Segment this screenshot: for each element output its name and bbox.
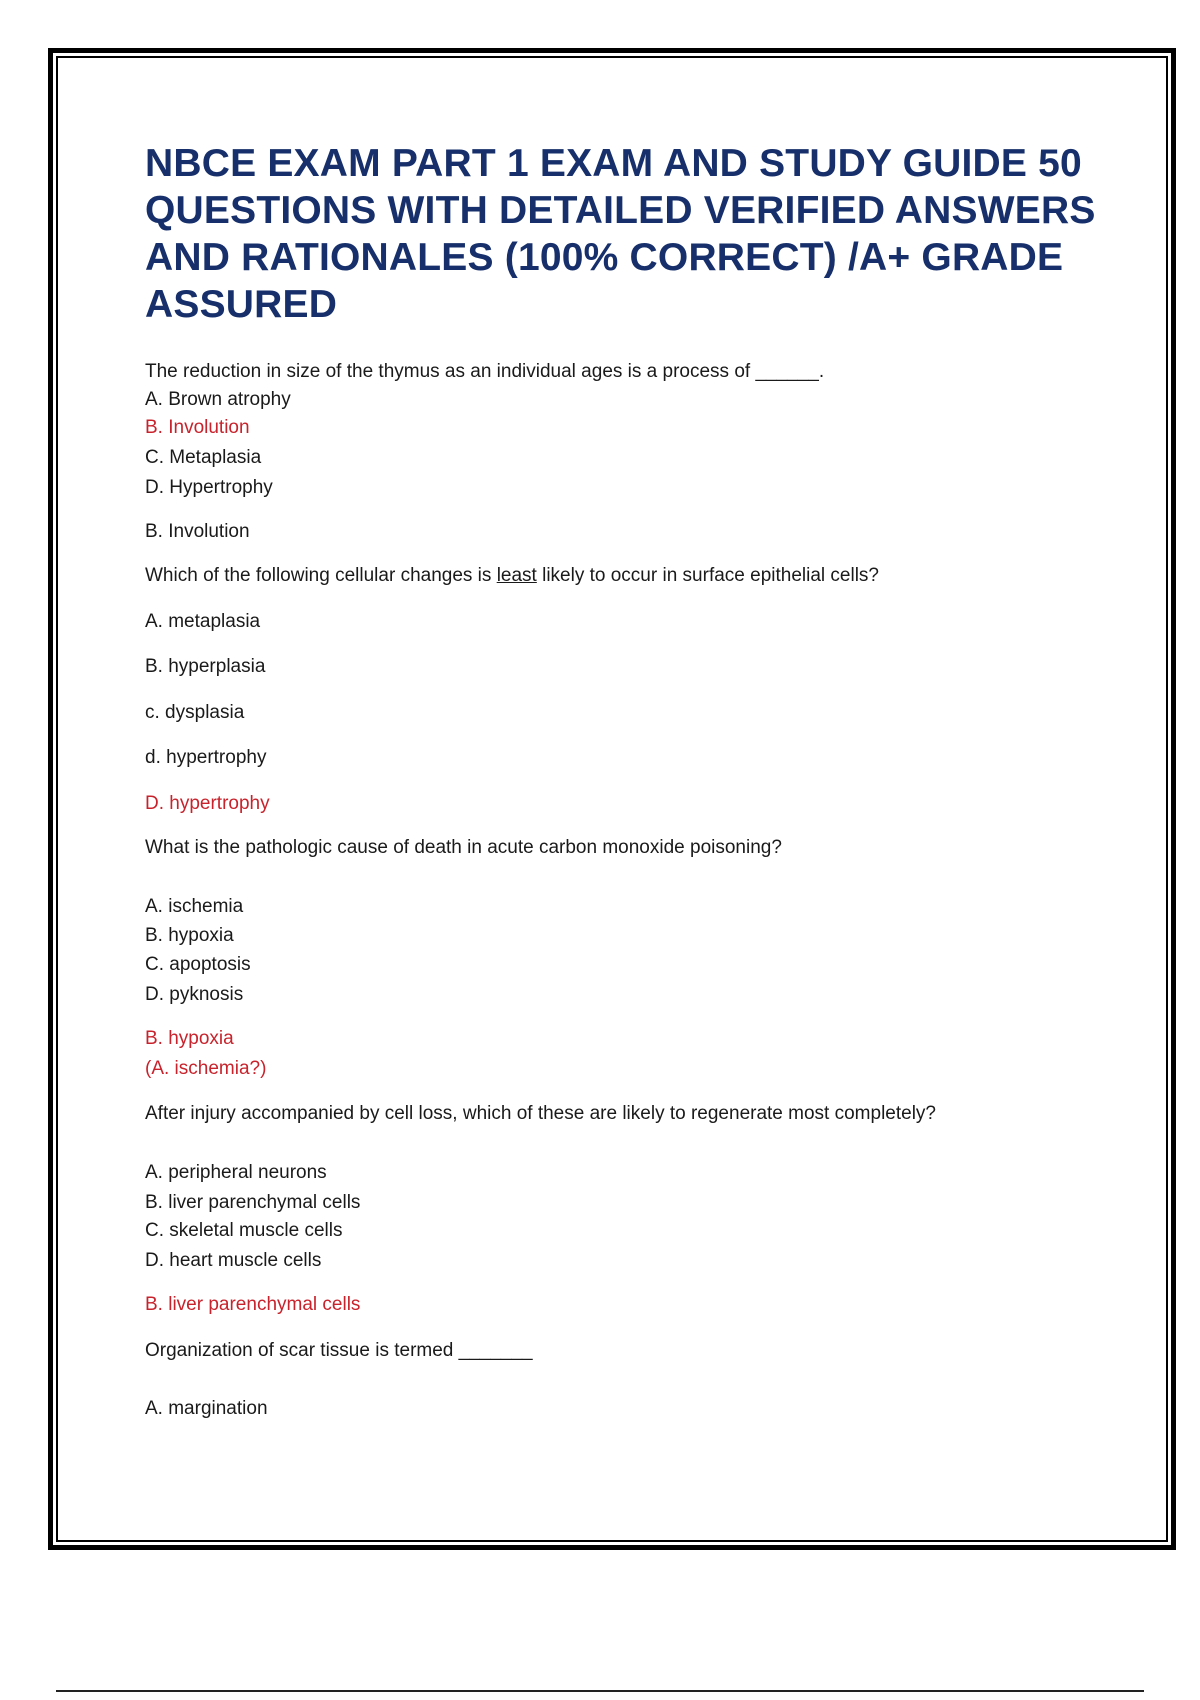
q3-option-d: D. pyknosis	[145, 984, 244, 1005]
q4-answer: B. liver parenchymal cells	[145, 1294, 361, 1315]
q2-option-c: c. dysplasia	[145, 702, 245, 723]
question-3: What is the pathologic cause of death in acute carbon monoxide poisoning?	[145, 837, 782, 858]
question-2-part-3: likely to occur in surface epithelial cells?	[536, 565, 879, 586]
question-2	[145, 564, 879, 588]
q1-option-c: C. Metaplasia	[145, 447, 262, 468]
q3-answer: B. hypoxia	[145, 1028, 234, 1049]
question-5: Organization of scar tissue is termed _______	[145, 1340, 533, 1361]
document-title: NBCE EXAM PART 1 EXAM AND STUDY GUIDE 50 QUESTIONS WITH DETAILED VERIFIED ANSWERS AND RATIONALES (100% CORRECT) /A+ GRADE ASSURED	[145, 142, 1096, 326]
q1-option-b-highlighted: B. Involution	[145, 417, 250, 438]
q2-option-b: B. hyperplasia	[145, 656, 266, 677]
question-1: The reduction in size of the thymus as an individual ages is a process of ______.	[145, 361, 825, 382]
q4-option-d: D. heart muscle cells	[145, 1250, 322, 1271]
q3-option-b: B. hypoxia	[145, 925, 234, 946]
question-2-part-1: Which of the following cellular changes is	[145, 565, 497, 586]
q3-option-c: C. apoptosis	[145, 954, 251, 975]
q3-option-a: A. ischemia	[145, 896, 244, 917]
q2-option-d: d. hypertrophy	[145, 747, 267, 768]
q2-option-a: A. metaplasia	[145, 611, 261, 632]
document-body	[145, 140, 1115, 1419]
q2-answer: D. hypertrophy	[145, 793, 270, 814]
q4-option-b: B. liver parenchymal cells	[145, 1192, 361, 1213]
question-2-emphasis: least	[496, 565, 537, 586]
q1-option-a: A. Brown atrophy	[145, 389, 291, 410]
q4-option-a: A. peripheral neurons	[145, 1162, 327, 1183]
q1-option-d: D. Hypertrophy	[145, 477, 273, 498]
footer-rule	[56, 1690, 1144, 1692]
q1-answer: B. Involution	[145, 521, 250, 542]
q4-option-c: C. skeletal muscle cells	[145, 1220, 343, 1241]
q3-answer-note: (A. ischemia?)	[145, 1058, 267, 1079]
q5-option-a: A. margination	[145, 1398, 268, 1419]
question-4: After injury accompanied by cell loss, which of these are likely to regenerate most completely?	[145, 1103, 936, 1124]
